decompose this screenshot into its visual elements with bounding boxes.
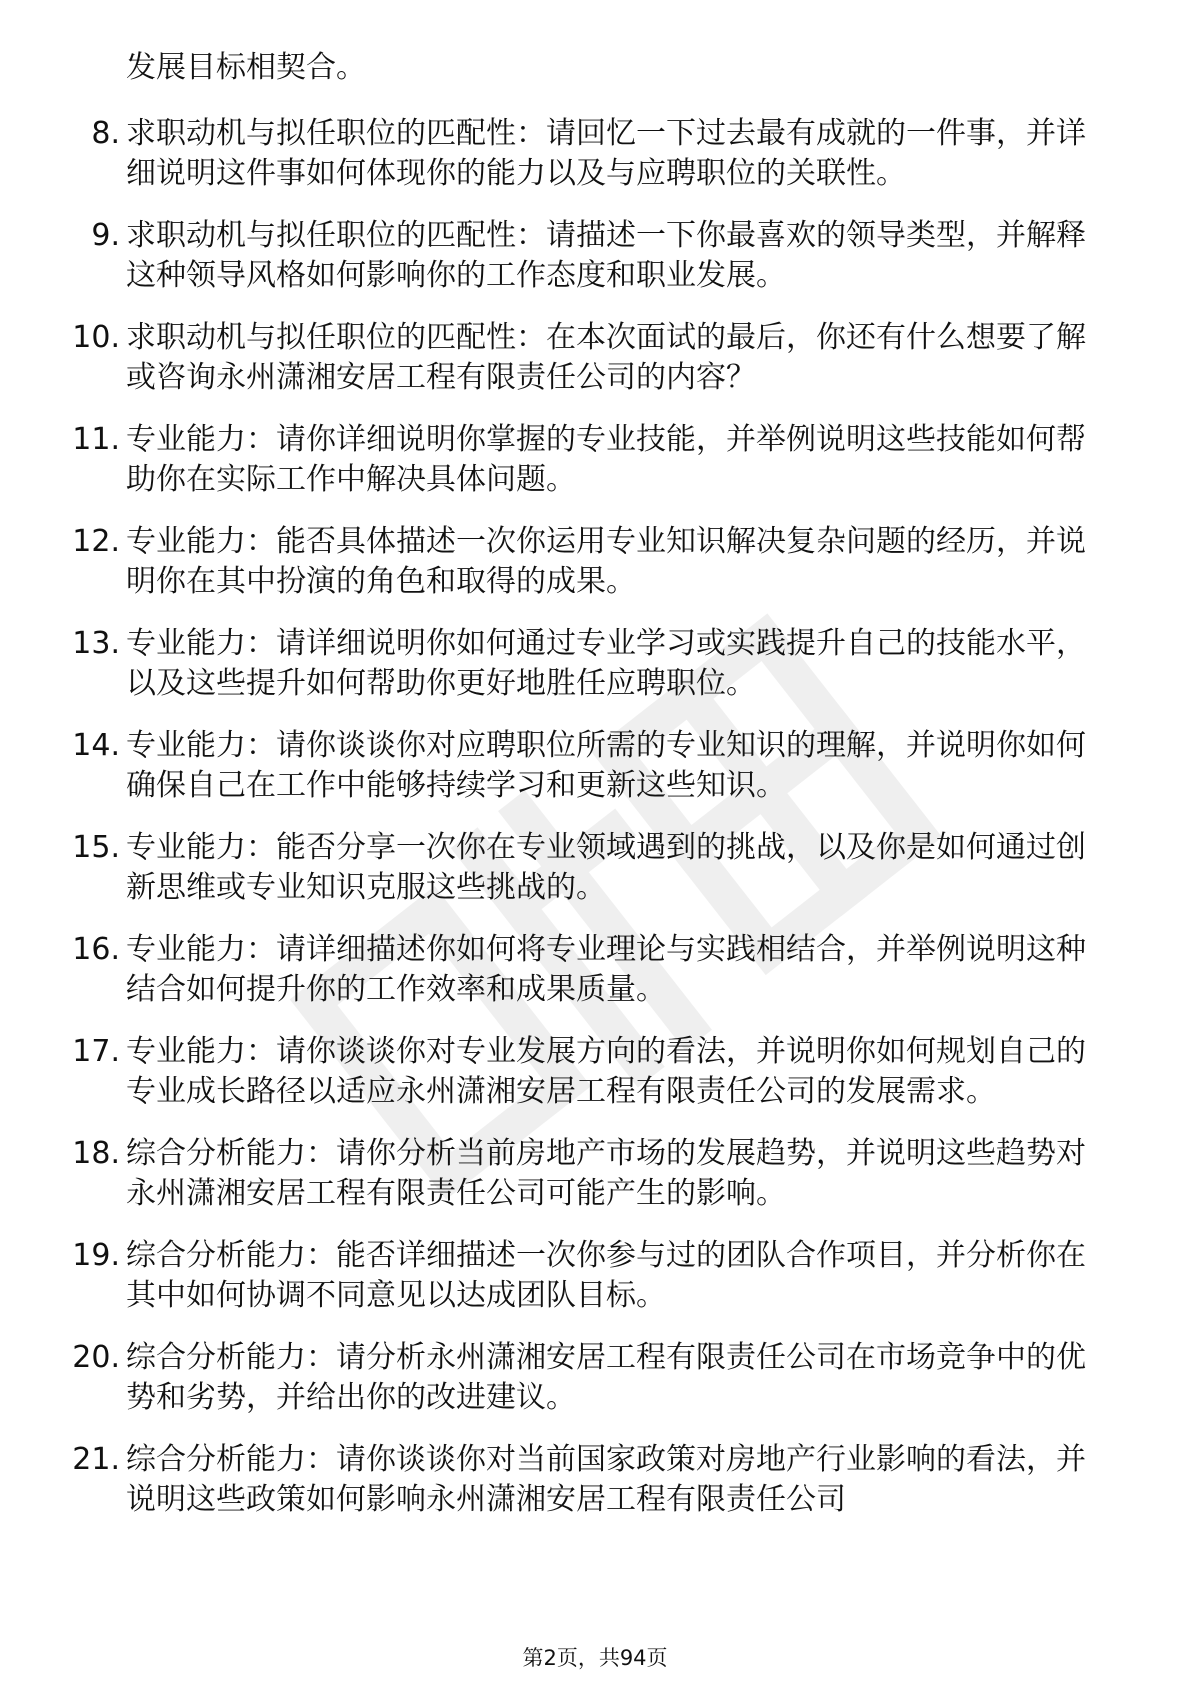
question-text: 专业能力：请详细描述你如何将专业理论与实践相结合，并举例说明这种结合如何提升你的工作效率和成果质量。 [126, 932, 1086, 1007]
question-text: 综合分析能力：请分析永州潇湘安居工程有限责任公司在市场竞争中的优势和劣势，并给出你的改进建议。 [126, 1340, 1086, 1415]
question-number: 17. [72, 1034, 120, 1069]
question-item [70, 114, 1110, 194]
question-number: 16. [72, 932, 120, 967]
question-item [70, 1440, 1110, 1520]
question-text: 综合分析能力：能否详细描述一次你参与过的团队合作项目，并分析你在其中如何协调不同意见以达成团队目标。 [126, 1238, 1086, 1313]
question-number: 10. [72, 320, 120, 355]
continuation-text: 发展目标相契合。 [126, 50, 366, 85]
question-number: 18. [72, 1136, 120, 1171]
question-list [70, 114, 1110, 1520]
question-item [70, 624, 1110, 704]
question-text: 综合分析能力：请你谈谈你对当前国家政策对房地产行业影响的看法，并说明这些政策如何影响永州潇湘安居工程有限责任公司 [126, 1442, 1086, 1517]
question-number: 8. [91, 116, 120, 151]
question-number: 19. [72, 1238, 120, 1273]
question-item [70, 522, 1110, 602]
question-item [70, 420, 1110, 500]
question-text: 专业能力：能否分享一次你在专业领域遇到的挑战，以及你是如何通过创新思维或专业知识克服这些挑战的。 [126, 830, 1086, 905]
question-number: 11. [72, 422, 120, 457]
question-item [70, 930, 1110, 1010]
page-footer: 第2页，共94页 [522, 1646, 668, 1670]
question-text: 专业能力：请你谈谈你对应聘职位所需的专业知识的理解，并说明你如何确保自己在工作中能够持续学习和更新这些知识。 [126, 728, 1086, 803]
question-item [70, 828, 1110, 908]
question-number: 20. [72, 1340, 120, 1375]
question-number: 13. [72, 626, 120, 661]
question-number: 15. [72, 830, 120, 865]
question-text: 专业能力：请详细说明你如何通过专业学习或实践提升自己的技能水平，以及这些提升如何帮助你更好地胜任应聘职位。 [126, 626, 1086, 701]
question-item [70, 318, 1110, 398]
question-text: 综合分析能力：请你分析当前房地产市场的发展趋势，并说明这些趋势对永州潇湘安居工程有限责任公司可能产生的影响。 [126, 1136, 1086, 1211]
question-text: 求职动机与拟任职位的匹配性：请回忆一下过去最有成就的一件事，并详细说明这件事如何体现你的能力以及与应聘职位的关联性。 [126, 116, 1086, 191]
question-item [70, 1338, 1110, 1418]
question-text: 专业能力：能否具体描述一次你运用专业知识解决复杂问题的经历，并说明你在其中扮演的角色和取得的成果。 [126, 524, 1086, 599]
question-number: 12. [72, 524, 120, 559]
question-text: 专业能力：请你详细说明你掌握的专业技能，并举例说明这些技能如何帮助你在实际工作中解决具体问题。 [126, 422, 1086, 497]
question-item [70, 1032, 1110, 1112]
question-number: 9. [91, 218, 120, 253]
question-item [70, 1134, 1110, 1214]
question-text: 求职动机与拟任职位的匹配性：在本次面试的最后，你还有什么想要了解或咨询永州潇湘安居工程有限责任公司的内容？ [126, 320, 1086, 395]
question-item [70, 1236, 1110, 1316]
question-item [70, 726, 1110, 806]
question-item [70, 216, 1110, 296]
question-text: 求职动机与拟任职位的匹配性：请描述一下你最喜欢的领导类型，并解释这种领导风格如何影响你的工作态度和职业发展。 [126, 218, 1086, 293]
question-number: 21. [72, 1442, 120, 1477]
question-number: 14. [72, 728, 120, 763]
content-area [70, 48, 1110, 1542]
question-text: 专业能力：请你谈谈你对专业发展方向的看法，并说明你如何规划自己的专业成长路径以适应永州潇湘安居工程有限责任公司的发展需求。 [126, 1034, 1086, 1109]
